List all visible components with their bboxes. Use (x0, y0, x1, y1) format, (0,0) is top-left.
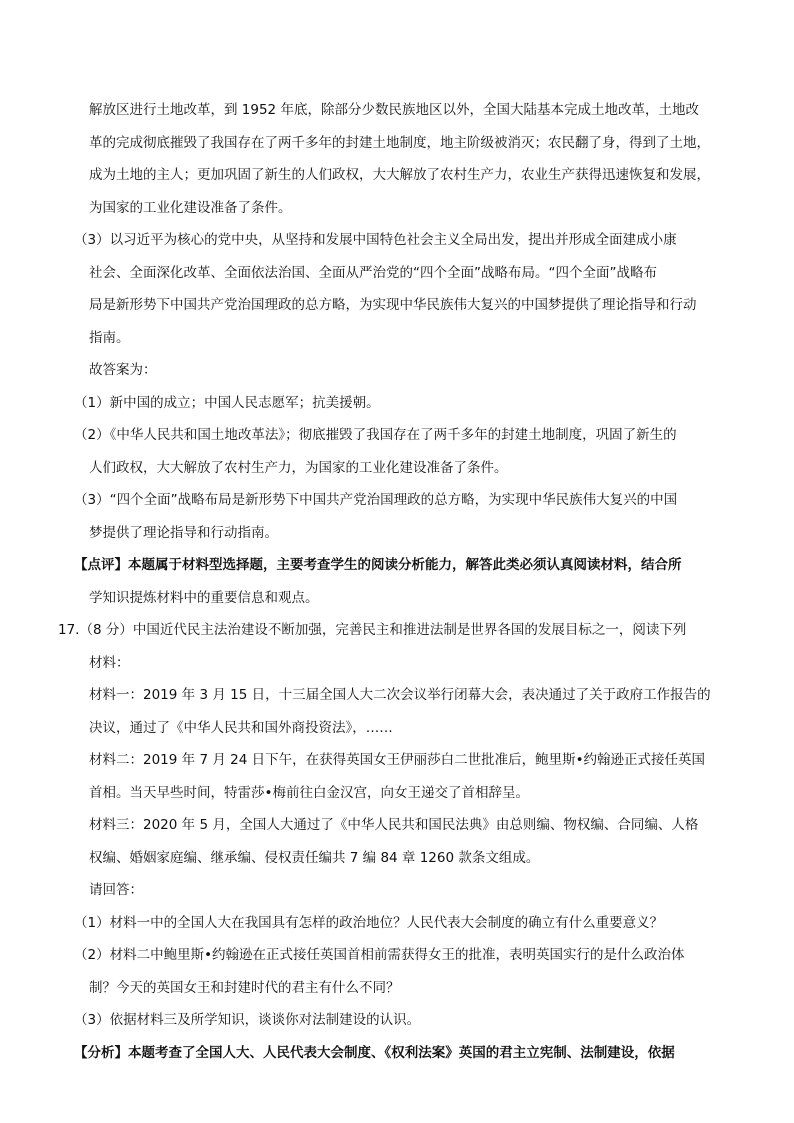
text-line: 社会、全面深化改革、全面依法治国、全面从严治党的“四个全面”战略布局。“四个全面”战略布 (89, 265, 657, 281)
material-three: 材料三：2020 年 5 月，全国人大通过了《中华人民共和国民法典》由总则编、物权编、合同编、人格 (89, 817, 699, 833)
answer-item-2: （2）《中华人民共和国土地改革法》；彻底摧毁了我国存在了两千多年的封建土地制度，巩固了新生的 (74, 427, 677, 443)
text-line: 学知识提炼材料中的重要信息和观点。 (89, 590, 319, 606)
text-line: 首相。当天早些时间，特雷莎•梅前往白金汉宫，向女王递交了首相辞呈。 (89, 785, 529, 801)
answer-heading: 故答案为： (89, 362, 157, 378)
question-17-header: 17.（8 分）中国近代民主法治建设不断加强，完善民主和推进法制是世界各国的发展目标之一，阅读下列 (58, 622, 687, 638)
answer-item-3: （3）以习近平为核心的党中央，从坚持和发展中国特色社会主义全局出发，提出并形成全面建成小康 (74, 232, 677, 248)
text-line: 革的完成彻底摧毁了我国存在了两千多年的封建土地制度，地主阶级被消灭；农民翻了身，得到了土地， (89, 135, 710, 151)
text-line: 为国家的工业化建设准备了条件。 (89, 200, 292, 216)
please-answer-label: 请回答： (89, 882, 143, 898)
text-line: 指南。 (89, 330, 130, 346)
text-line: 解放区进行土地改革，到 1952 年底，除部分少数民族地区以外，全国大陆基本完成土地改革，土地改 (89, 102, 699, 118)
text-line: 制？今天的英国女王和封建时代的君主有什么不同？ (89, 980, 400, 996)
text-line: 材料： (89, 655, 130, 671)
material-two: 材料二：2019 年 7 月 24 日下午，在获得英国女王伊丽莎白二世批准后，鲍里斯•约翰逊正式接任英国 (89, 752, 706, 768)
comment-paragraph: 【点评】本题属于材料型选择题，主要考查学生的阅读分析能力，解答此类必须认真阅读材料，结合所 (74, 557, 682, 573)
text-line: 梦提供了理论指导和行动指南。 (89, 525, 278, 541)
text-line: 局是新形势下中国共产党治国理政的总方略，为实现中华民族伟大复兴的中国梦提供了理论指导和行动 (89, 297, 697, 313)
text-line: 决议，通过了《中华人民共和国外商投资法》，…… (89, 720, 393, 736)
material-one: 材料一：2019 年 3 月 15 日，十三届全国人大二次会议举行闭幕大会，表决通过了关于政府工作报告的 (89, 687, 711, 703)
sub-question-2: （2）材料二中鲍里斯•约翰逊在正式接任英国首相前需获得女王的批准，表明英国实行的是什么政治体 (74, 947, 685, 963)
text-line: 人们政权，大大解放了农村生产力，为国家的工业化建设准备了条件。 (89, 460, 508, 476)
sub-question-1: （1）材料一中的全国人大在我国具有怎样的政治地位？人民代表大会制度的确立有什么重要意义？ (74, 915, 664, 931)
analysis-paragraph: 【分析】本题考查了全国人大、人民代表大会制度、《权利法案》英国的君主立宪制、法制建设，依据 (74, 1045, 675, 1061)
sub-question-3: （3）依据材料三及所学知识，谈谈你对法制建设的认识。 (74, 1012, 421, 1028)
answer-item-3: （3）“四个全面”战略布局是新形势下中国共产党治国理政的总方略，为实现中华民族伟大复兴的中国 (74, 492, 678, 508)
text-line: 权编、婚姻家庭编、继承编、侵权责任编共 7 编 84 章 1260 款条文组成。 (89, 850, 540, 866)
answer-item-1: （1）新中国的成立；中国人民志愿军；抗美援朝。 (74, 395, 380, 411)
text-line: 成为土地的主人；更加巩固了新生的人们政权，大大解放了农村生产力，农业生产获得迅速恢复和发展， (89, 167, 710, 183)
